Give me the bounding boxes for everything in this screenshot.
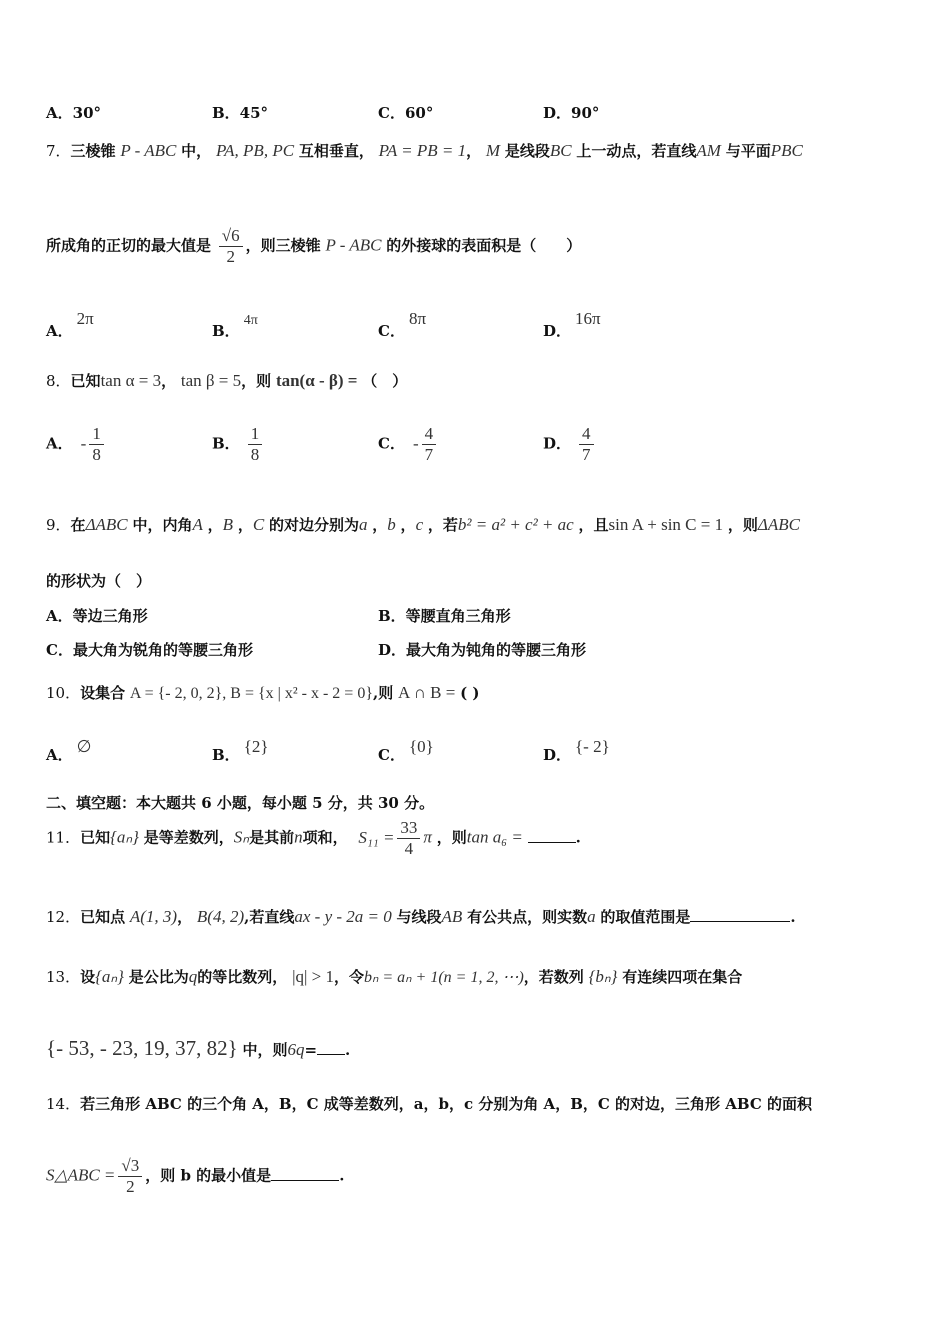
text: 设集合 <box>80 684 126 702</box>
answer-blank[interactable] <box>317 1040 345 1055</box>
q7-line-2 <box>46 226 910 267</box>
q6-option-a: A．30° <box>46 104 102 122</box>
option-value: 4π <box>243 313 258 328</box>
sign: - <box>412 433 419 453</box>
text: . <box>345 1041 351 1059</box>
option-value: {- 2} <box>575 737 610 756</box>
text: （ ） <box>362 372 408 390</box>
q9-line-2: 的形状为（ ） <box>46 572 152 590</box>
math: PA, PB, PC <box>215 141 295 160</box>
q9-option-a: A．等边三角形 <box>46 607 148 625</box>
fraction <box>579 424 594 465</box>
option-label: D． <box>543 434 572 453</box>
fraction <box>219 226 243 267</box>
option-label: B． <box>212 434 240 453</box>
math: tan β = 5 <box>180 371 242 390</box>
math: n <box>294 827 303 847</box>
text: ，则 <box>436 828 467 847</box>
math: AB <box>441 907 463 926</box>
text: 中，则 <box>242 1041 288 1059</box>
math: PBC <box>770 141 803 160</box>
q11-line <box>46 818 910 859</box>
numerator: √3 <box>118 1156 142 1177</box>
q9-option-d: D．最大角为钝角的等腰三角形 <box>378 641 587 659</box>
text: . <box>575 828 581 847</box>
text: . <box>790 908 796 926</box>
math: q <box>188 967 198 986</box>
answer-blank[interactable] <box>271 1166 339 1181</box>
text: 在 <box>70 516 86 534</box>
text: 中， <box>181 142 212 160</box>
numerator: 33 <box>397 818 420 839</box>
math: P - ABC <box>120 141 177 160</box>
option-value: 16π <box>575 309 601 328</box>
denominator: 2 <box>226 247 235 266</box>
q6-option-b: B．45° <box>212 104 269 122</box>
q13-line-2 <box>46 1036 910 1061</box>
math: BC <box>549 141 572 160</box>
numerator: 4 <box>579 424 594 445</box>
text: ， <box>400 516 416 534</box>
text: 与平面 <box>725 142 771 160</box>
text: ，则 b 的最小值是 <box>145 1166 272 1185</box>
q9-line-1 <box>46 514 910 535</box>
option-label: D． <box>543 322 572 340</box>
fraction <box>118 1156 142 1197</box>
q8-option-a <box>46 424 107 465</box>
answer-blank[interactable] <box>690 907 790 922</box>
text: 与线段 <box>396 908 442 926</box>
math: A(1, 3) <box>129 907 178 926</box>
denominator: 7 <box>582 445 591 464</box>
text: 已知 <box>70 372 101 390</box>
question-number: 11． <box>46 828 81 847</box>
option-value: ∅ <box>76 737 92 756</box>
text: ，则三棱锥 <box>245 236 321 255</box>
math: ax - y - 2a = 0 <box>294 907 392 926</box>
math: ΔABC <box>757 515 800 534</box>
q8-option-b <box>212 424 265 465</box>
text: 互相垂直， <box>298 142 374 160</box>
text: 设 <box>80 968 96 986</box>
math: tan α = 3 <box>100 371 162 390</box>
math: AM <box>696 141 721 160</box>
question-number: 7． <box>46 142 71 160</box>
text: 中，内角 <box>132 516 193 534</box>
text: . <box>339 1166 345 1185</box>
math: B <box>222 515 234 534</box>
option-label: A． <box>46 322 73 340</box>
math: |q| > 1 <box>292 967 334 986</box>
q10-option-d <box>543 736 610 764</box>
math: P - ABC <box>325 235 382 255</box>
text: ，则 <box>727 516 758 534</box>
text: 是线段 <box>504 142 550 160</box>
numerator: 4 <box>422 424 437 445</box>
text: 的对边分别为 <box>268 516 359 534</box>
math: ΔABC <box>85 515 128 534</box>
denominator: 7 <box>424 445 434 464</box>
math: S△ABC = <box>46 1165 116 1185</box>
math: {- 53, - 23, 19, 37, 82} <box>46 1036 238 1060</box>
numerator: 1 <box>248 424 263 445</box>
option-value: {2} <box>243 737 269 756</box>
math: A ∩ B = <box>398 683 456 702</box>
math: a <box>587 907 596 926</box>
q8-line <box>46 370 910 391</box>
text: 的外接球的表面积是（ ） <box>386 236 582 255</box>
text: ， <box>372 516 388 534</box>
denominator: 2 <box>126 1177 135 1196</box>
fraction <box>89 424 104 465</box>
question-number: 12． <box>46 908 81 926</box>
option-value: 8π <box>408 309 427 328</box>
text: ， <box>161 372 177 390</box>
text: ，且 <box>578 516 609 534</box>
q10-line <box>46 682 910 703</box>
text: 有连续四项在集合 <box>622 968 743 986</box>
math: C <box>252 515 265 534</box>
text: ， <box>207 516 223 534</box>
question-number: 14． <box>46 1095 81 1113</box>
option-label: B． <box>212 746 240 764</box>
math: {aₙ} <box>95 967 124 986</box>
question-number: 10． <box>46 684 81 702</box>
q14-line-1 <box>46 1093 910 1114</box>
text: 的等比数列， <box>197 968 288 986</box>
option-label: C． <box>378 434 405 453</box>
math: b² = a² + c² + ac <box>457 515 574 534</box>
text: ，则 <box>241 372 272 390</box>
q8-option-c <box>378 424 439 465</box>
text: ， <box>177 908 193 926</box>
math: tan a₆ = <box>466 827 523 847</box>
math: M <box>485 141 501 160</box>
math: A <box>192 515 203 534</box>
text: ，令 <box>333 968 364 986</box>
text: 有公共点，则实数 <box>467 908 588 926</box>
option-label: D． <box>543 746 572 764</box>
math: B(4, 2) <box>196 907 245 926</box>
math: S₁₁ = <box>358 827 395 847</box>
math: bₙ = aₙ + 1(n = 1, 2, ⋯) <box>364 969 524 986</box>
text: 项和， <box>302 828 348 847</box>
text: ， <box>466 142 482 160</box>
option-value: {0} <box>408 737 434 756</box>
answer-blank[interactable] <box>528 828 576 843</box>
option-label: A． <box>46 434 73 453</box>
q10-option-c <box>378 736 434 764</box>
q13-line-1 <box>46 966 910 987</box>
option-label: C． <box>378 746 405 764</box>
q12-line <box>46 906 910 927</box>
text: 所成角的正切的最大值是 <box>46 236 212 255</box>
numerator: √6 <box>219 226 243 247</box>
q7-option-b <box>212 308 258 340</box>
text: ，若数列 <box>523 968 584 986</box>
q7-option-a <box>46 308 94 340</box>
question-number: 9． <box>46 516 71 534</box>
option-value: 2π <box>76 309 94 328</box>
text: 是等差数列， <box>143 828 234 847</box>
text: 三棱锥 <box>70 142 116 160</box>
math: A = {- 2, 0, 2}, B = {x | x² - x - 2 = 0} <box>129 685 374 702</box>
fraction <box>248 424 263 465</box>
text: ( ) <box>460 684 480 702</box>
q14-line-2 <box>46 1156 910 1197</box>
section-heading: 二、填空题：本大题共 6 小题，每小题 5 分，共 30 分。 <box>46 794 435 812</box>
text: 上一动点，若直线 <box>576 142 697 160</box>
q8-option-d <box>543 424 597 465</box>
sign: - <box>80 433 87 453</box>
fraction <box>397 818 420 859</box>
q6-option-d: D．90° <box>543 104 600 122</box>
denominator: 8 <box>92 445 101 464</box>
q10-option-b <box>212 736 269 764</box>
denominator: 4 <box>404 839 414 858</box>
math: {aₙ} <box>110 827 139 847</box>
math: π <box>423 827 432 847</box>
text: 已知点 <box>80 908 126 926</box>
q7-option-c <box>378 308 427 340</box>
text: ,则 <box>373 684 394 702</box>
denominator: 8 <box>250 445 260 464</box>
text: ， <box>237 516 253 534</box>
question-number: 8． <box>46 372 71 390</box>
text: ,若直线 <box>244 908 295 926</box>
math: sin A + sin C = 1 <box>608 515 724 534</box>
math: {bₙ} <box>588 967 618 986</box>
text: 的取值范围是 <box>600 908 691 926</box>
option-label: C． <box>378 322 405 340</box>
text: ，若 <box>427 516 458 534</box>
math: a <box>358 515 368 534</box>
text: = <box>304 1041 318 1059</box>
option-label: A． <box>46 746 73 764</box>
math: Sₙ <box>233 827 250 847</box>
q7-option-d <box>543 308 601 340</box>
math: 6q <box>287 1040 305 1059</box>
math: PA = PB = 1 <box>378 141 467 160</box>
q7-line-1 <box>46 140 910 161</box>
text: 是其前 <box>249 828 295 847</box>
numerator: 1 <box>89 424 104 445</box>
text: 若三角形 ABC 的三个角 A，B，C 成等差数列，a，b，c 分别为角 A，B，C 的对边，三角形 ABC 的面积 <box>80 1095 813 1113</box>
fraction <box>422 424 437 465</box>
math: tan(α - β) = <box>275 371 358 390</box>
math: c <box>415 515 424 534</box>
q6-option-c: C．60° <box>378 104 434 122</box>
q9-option-c: C．最大角为锐角的等腰三角形 <box>46 641 253 659</box>
question-number: 13． <box>46 968 81 986</box>
q10-option-a <box>46 736 92 764</box>
text: 是公比为 <box>128 968 189 986</box>
math: b <box>387 515 396 534</box>
text: 已知 <box>80 828 111 847</box>
q9-option-b: B．等腰直角三角形 <box>378 607 511 625</box>
option-label: B． <box>212 322 240 340</box>
